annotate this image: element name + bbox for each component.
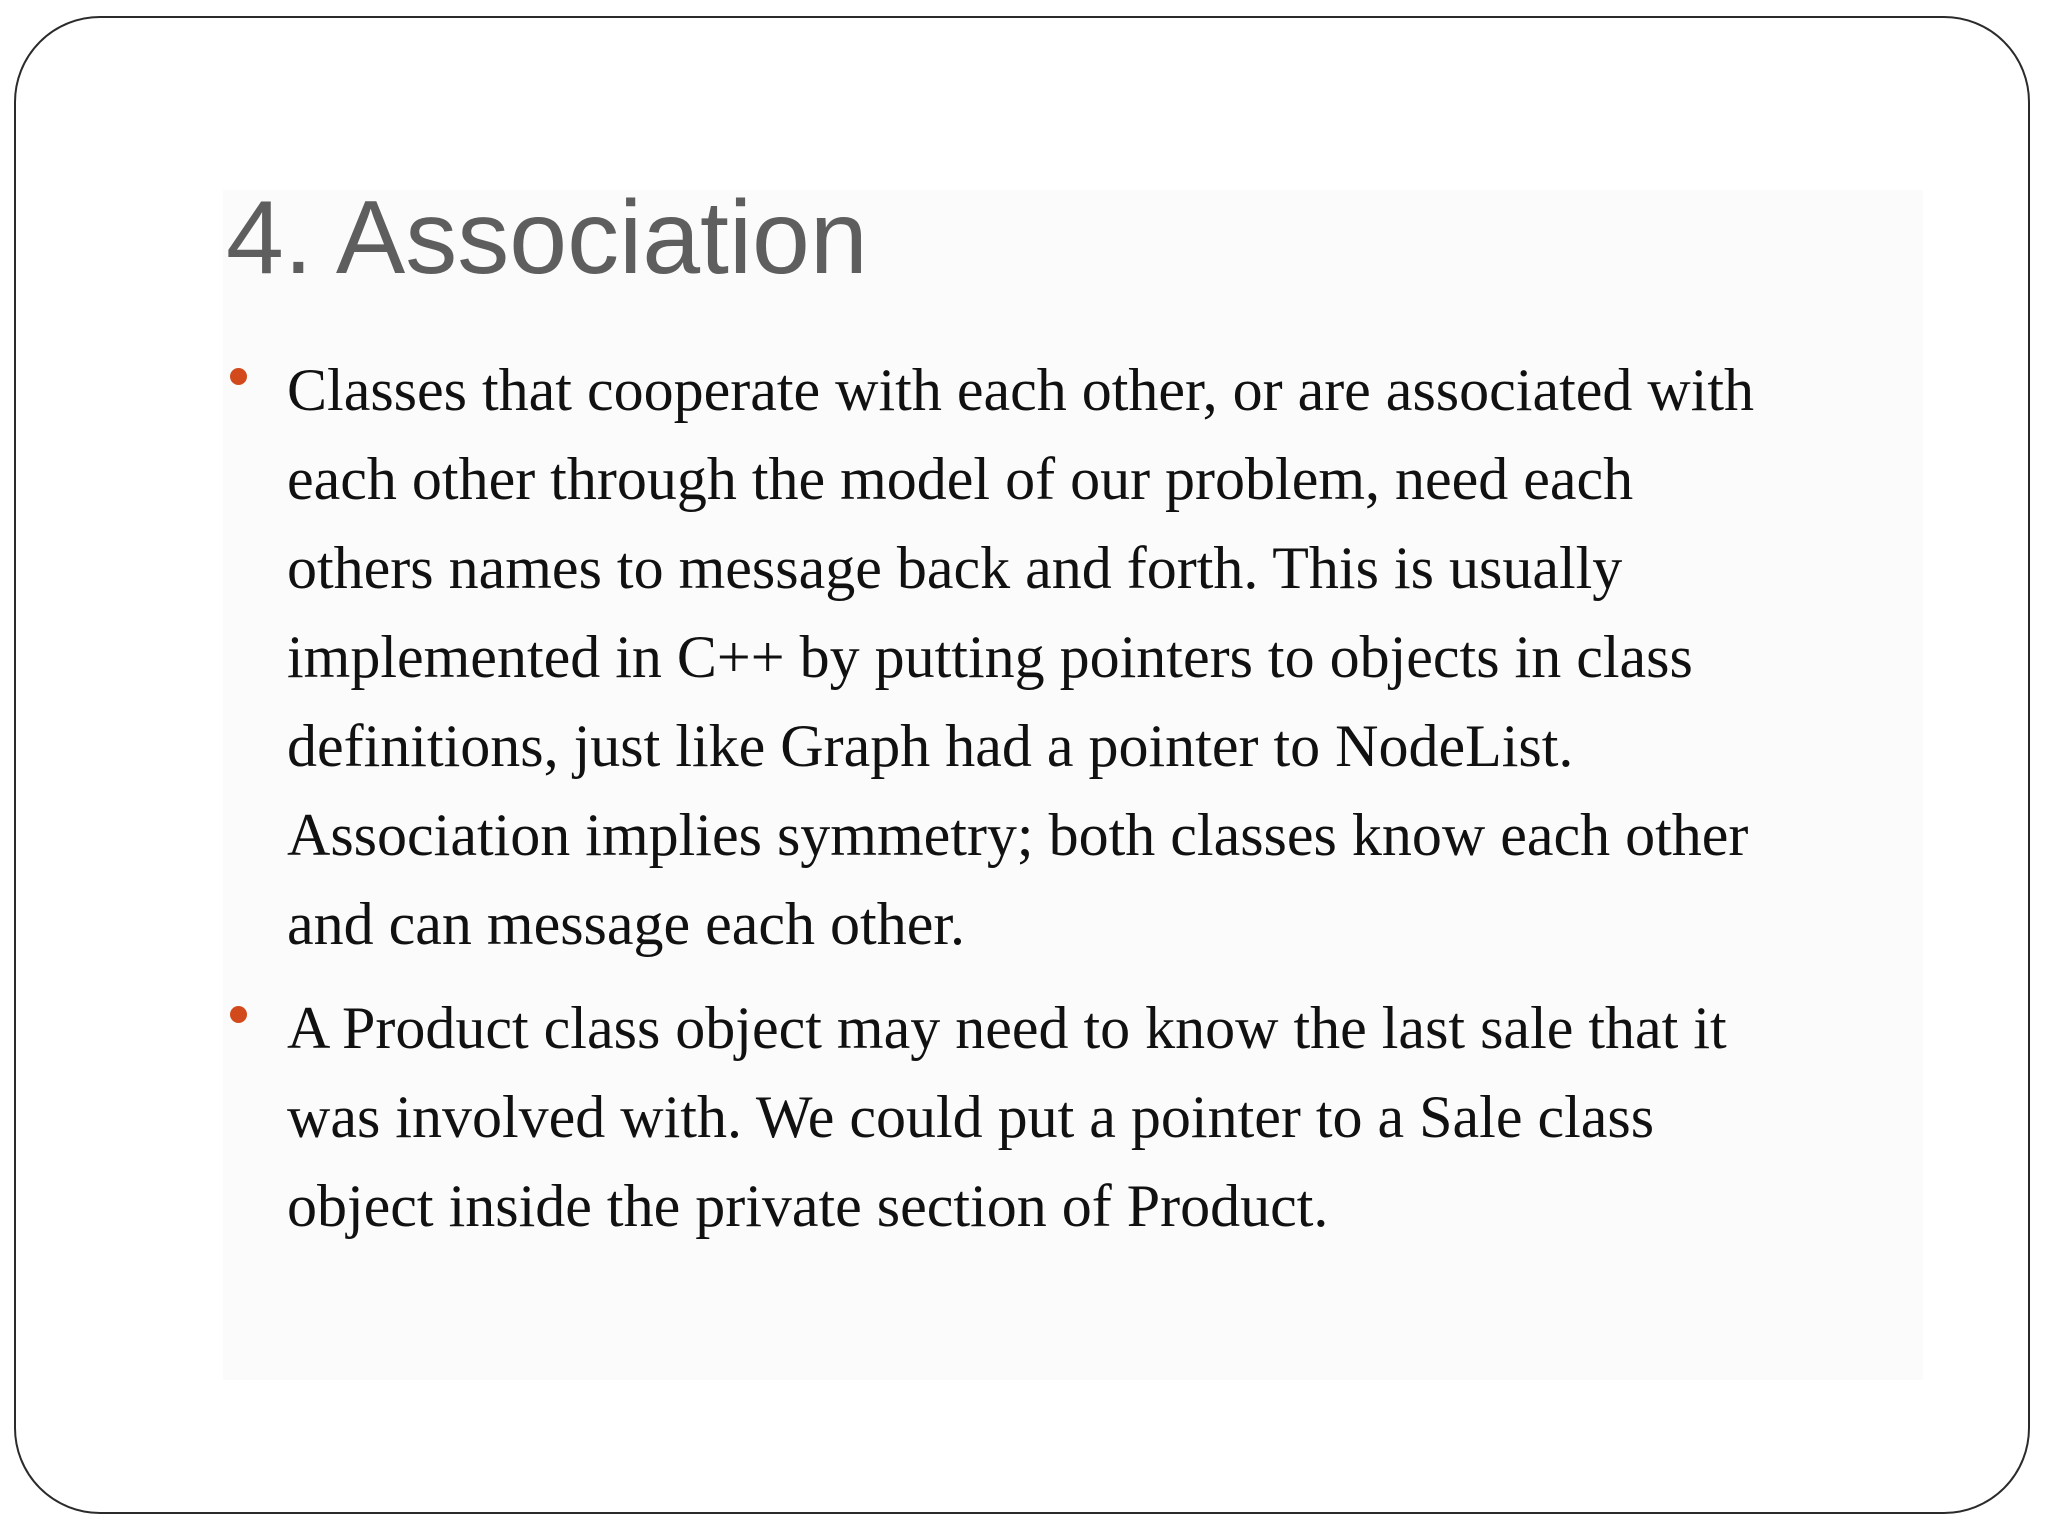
- bullet-line: Classes that cooperate with each other, or are associated with: [287, 357, 1755, 423]
- bullet-line: implemented in C++ by putting pointers to objects in class: [287, 624, 1693, 690]
- bullet-list: [287, 346, 1967, 1266]
- bullet-line: and can message each other.: [287, 891, 966, 957]
- bullet-dot-icon: [230, 1006, 247, 1023]
- bullet-line: A Product class object may need to know the last sale that it: [287, 995, 1727, 1061]
- bullet-line: object inside the private section of Product.: [287, 1173, 1329, 1239]
- bullet-dot-icon: [230, 368, 247, 385]
- bullet-item: [287, 346, 1967, 969]
- bullet-line: Association implies symmetry; both classes know each other: [287, 802, 1749, 868]
- bullet-line: each other through the model of our problem, need each: [287, 446, 1634, 512]
- bullet-item: [287, 984, 1967, 1251]
- bullet-line: was involved with. We could put a pointer to a Sale class: [287, 1084, 1655, 1150]
- slide-title: 4. Association: [226, 180, 868, 296]
- bullet-line: others names to message back and forth. This is usually: [287, 535, 1623, 601]
- bullet-line: definitions, just like Graph had a pointer to NodeList.: [287, 713, 1574, 779]
